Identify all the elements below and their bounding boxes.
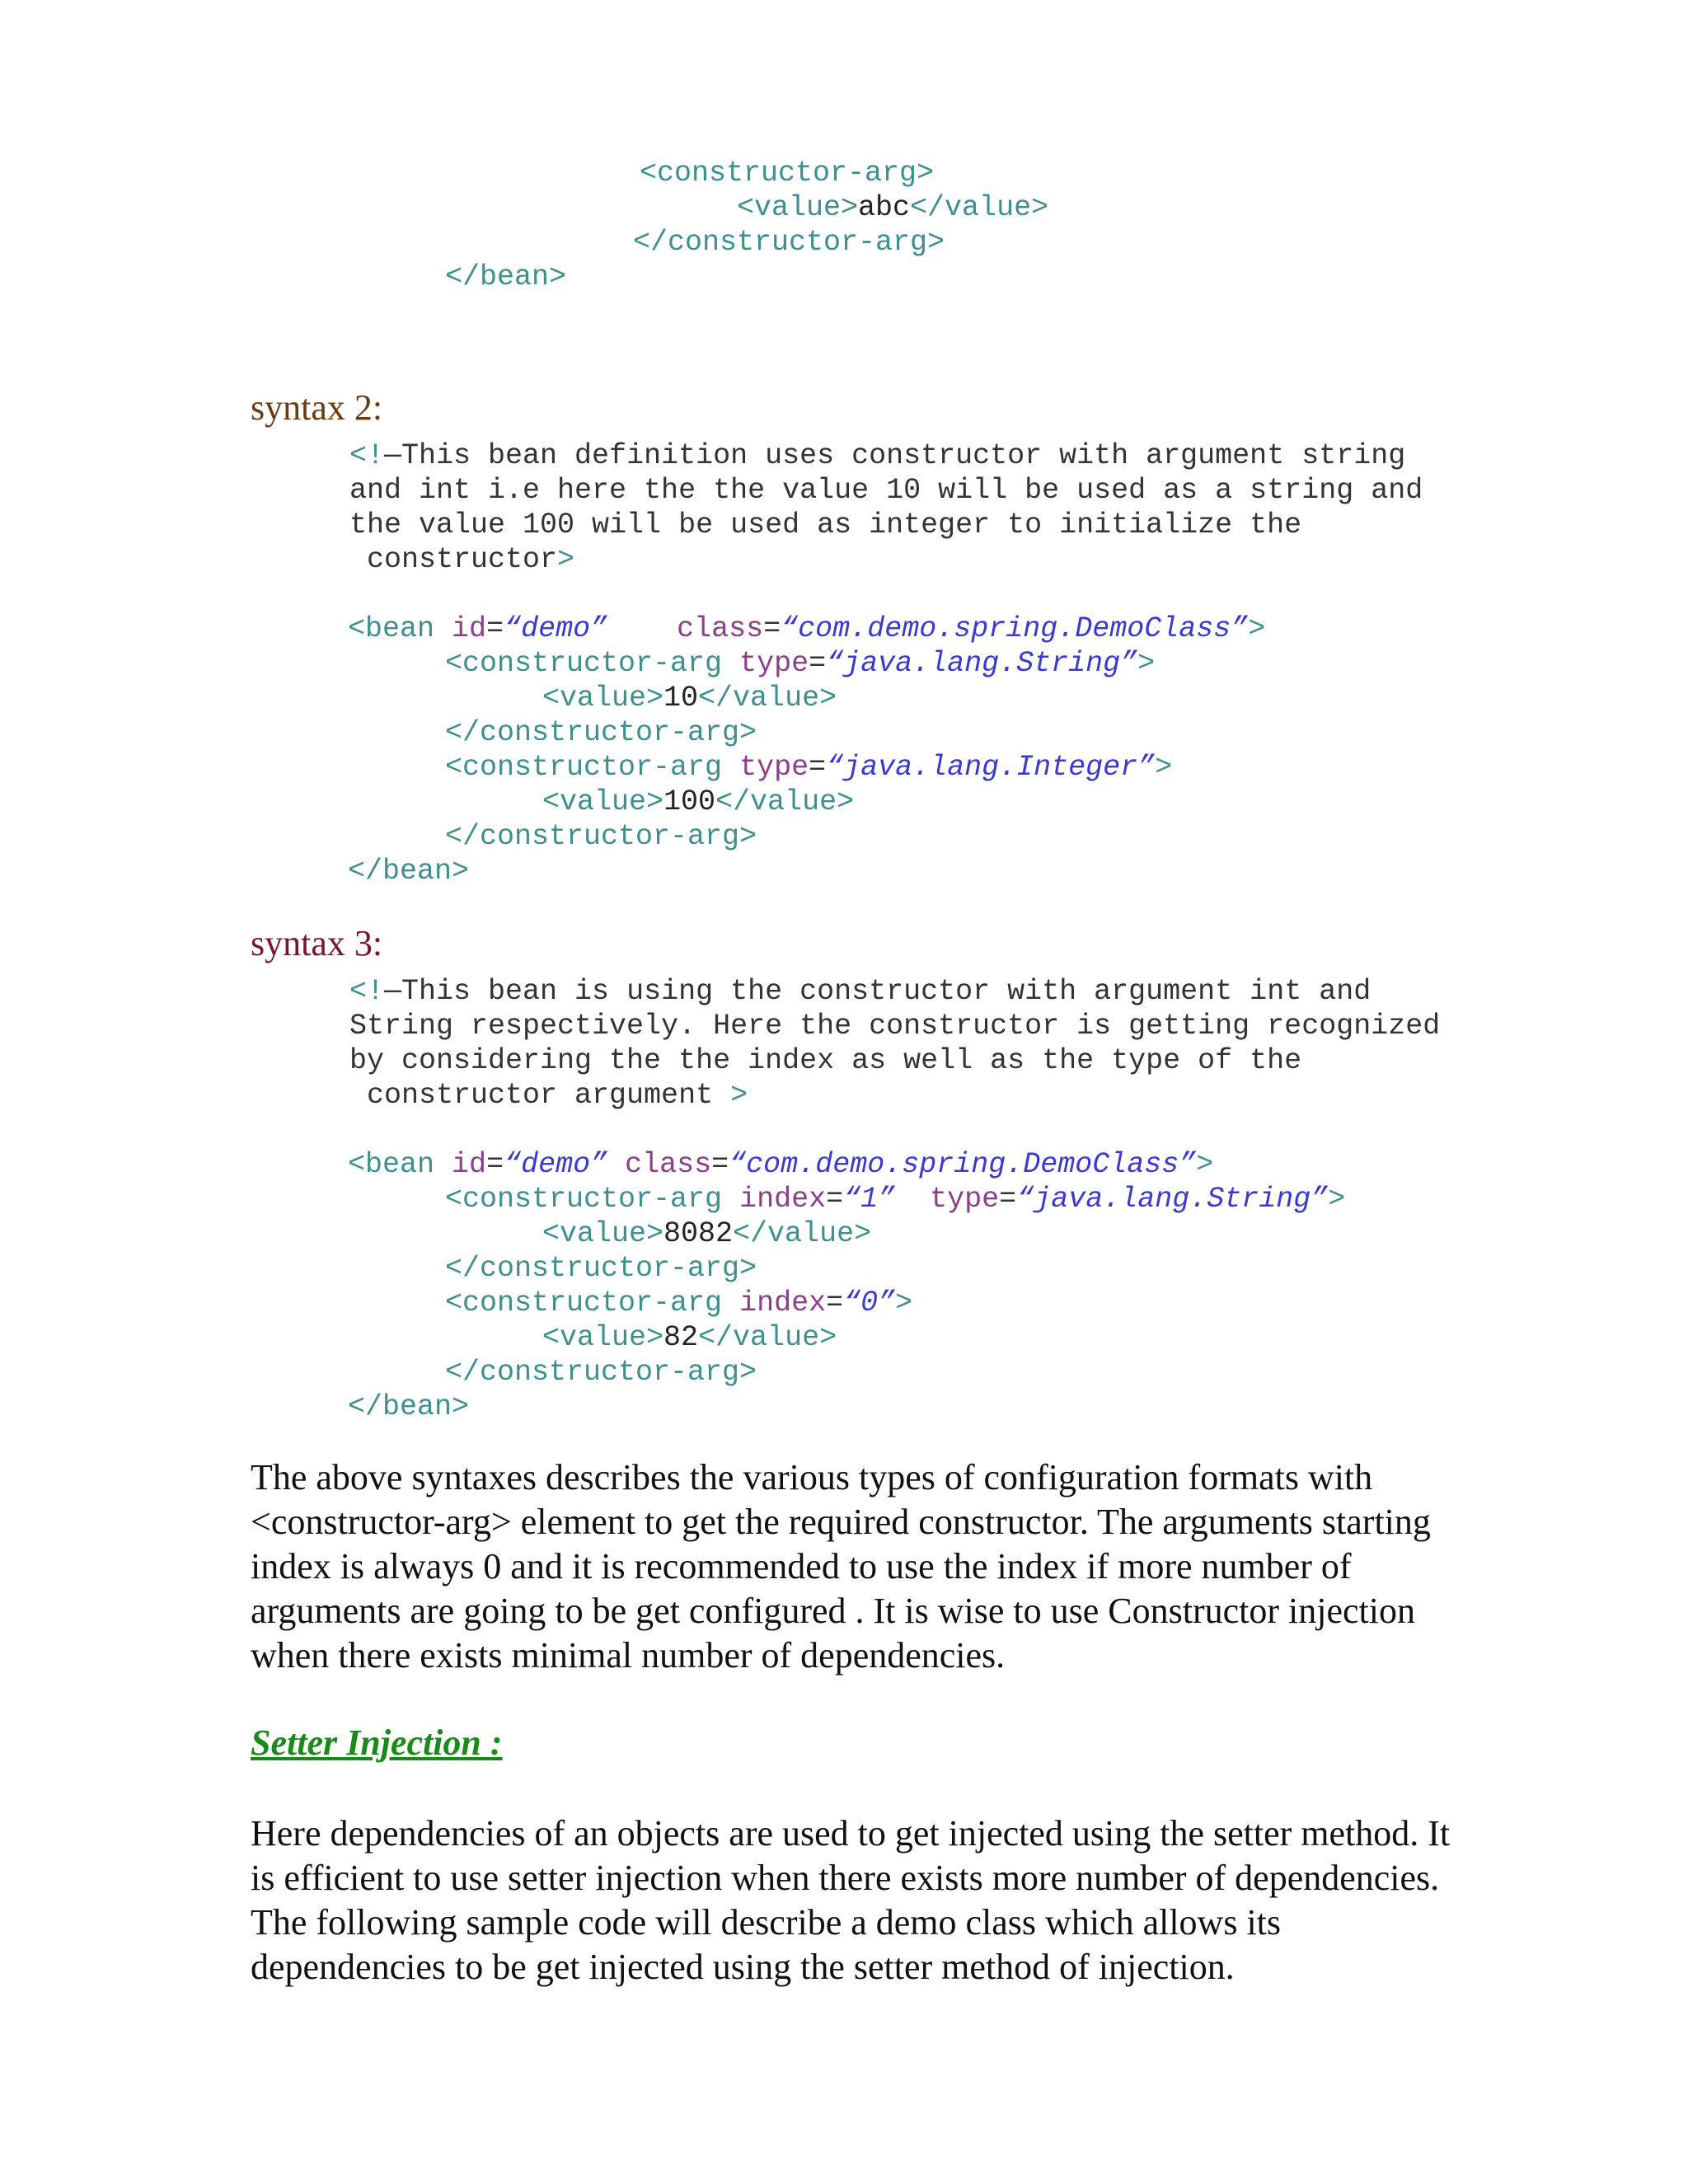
- xml-tag: <constructor-arg>: [640, 157, 935, 190]
- comment-close: >: [730, 1079, 748, 1112]
- paragraph-line: when there exists minimal number of dependencies.: [251, 1635, 1006, 1675]
- code-line: <constructor-arg index=“0”>: [445, 1286, 913, 1319]
- xml-tag: >: [1248, 612, 1266, 645]
- code-line: [542, 1320, 837, 1355]
- xml-tag: </bean>: [348, 1390, 470, 1423]
- xml-value: “0”: [843, 1286, 896, 1319]
- code-line: <bean id=“demo” class=“com.demo.spring.DemoClass”>: [348, 612, 1266, 645]
- code-line: [445, 819, 757, 854]
- xml-text: 8082: [663, 1217, 734, 1250]
- xml-attr: id: [452, 1148, 487, 1181]
- xml-tag: <bean: [348, 1148, 435, 1181]
- code-line: [542, 785, 854, 819]
- xml-attr: type: [739, 647, 809, 680]
- summary-paragraph: [251, 1455, 1545, 1678]
- xml-tag: </value>: [910, 191, 1049, 224]
- paragraph-line: The following sample code will describe a demo class which allows its: [251, 1902, 1282, 1943]
- comment-text: —This bean definition uses constructor with argument string: [384, 439, 1406, 472]
- xml-tag: <constructor-arg: [445, 1183, 723, 1216]
- xml-tag: </value>: [698, 1321, 837, 1354]
- xml-attr: index: [739, 1286, 827, 1319]
- xml-tag: </constructor-arg>: [445, 820, 757, 853]
- xml-tag: >: [1196, 1148, 1214, 1181]
- code-line: [445, 1355, 757, 1390]
- xml-value: “demo”: [504, 1148, 608, 1181]
- xml-attr: type: [930, 1183, 1000, 1216]
- code-line: [348, 854, 469, 888]
- xml-tag: </bean>: [445, 260, 567, 293]
- comment-text: constructor: [349, 543, 558, 576]
- xml-tag: <value>: [737, 191, 859, 224]
- xml-value: “java.lang.String”: [826, 647, 1138, 680]
- code-line: [633, 225, 945, 260]
- xml-value: “com.demo.spring.DemoClass”: [729, 1148, 1197, 1181]
- xml-attr: class: [625, 1148, 712, 1181]
- comment-open: <!: [349, 439, 385, 472]
- setter-paragraph: [251, 1811, 1545, 1990]
- code-line: <bean id=“demo” class=“com.demo.spring.DemoClass”>: [348, 1148, 1214, 1181]
- xml-attr: id: [452, 612, 487, 645]
- code-line: [445, 1251, 757, 1286]
- code-line: [542, 681, 837, 715]
- setter-injection-heading: Setter Injection :: [251, 1722, 503, 1763]
- xml-text: 82: [663, 1321, 699, 1354]
- xml-attr: index: [739, 1183, 827, 1216]
- xml-tag: </value>: [698, 682, 837, 715]
- xml-tag: <value>: [542, 1217, 664, 1250]
- code-line: [445, 260, 566, 294]
- xml-attr: class: [677, 612, 764, 645]
- comment-open: <!: [349, 975, 385, 1008]
- paragraph-line: index is always 0 and it is recommended to use the index if more number of: [251, 1546, 1352, 1586]
- paragraph-line: Here dependencies of an objects are used to get injected using the setter method. It: [251, 1813, 1451, 1854]
- code-line: [445, 715, 757, 750]
- xml-tag: <value>: [542, 682, 664, 715]
- code-line: <constructor-arg type=“java.lang.Integer”>: [445, 751, 1173, 784]
- xml-tag: <value>: [542, 1321, 664, 1354]
- paragraph-line: The above syntaxes describes the various types of configuration formats with: [251, 1457, 1373, 1497]
- xml-tag: </constructor-arg>: [445, 716, 757, 749]
- xml-tag: <constructor-arg: [445, 751, 723, 784]
- comment-text: by considering the the index as well as the type of the: [349, 1044, 1302, 1077]
- code-line: [348, 1390, 469, 1424]
- code-line: [737, 190, 1048, 225]
- xml-text: 10: [663, 682, 699, 715]
- xml-text: abc: [858, 191, 911, 224]
- xml-tag: >: [1155, 751, 1173, 784]
- code-line: <constructor-arg index=“1” type=“java.lang.String”>: [445, 1183, 1346, 1216]
- xml-value: “1”: [843, 1183, 896, 1216]
- comment-text: String respectively. Here the constructor is getting recognized: [349, 1010, 1441, 1043]
- paragraph-line: is efficient to use setter injection when there exists more number of dependencies.: [251, 1858, 1440, 1898]
- xml-value: “java.lang.Integer”: [826, 751, 1156, 784]
- xml-attr: type: [739, 751, 809, 784]
- xml-tag: </bean>: [348, 855, 470, 888]
- syntax3-heading: syntax 3:: [251, 923, 383, 963]
- xml-tag: <constructor-arg: [445, 1286, 723, 1319]
- code-line: <constructor-arg type=“java.lang.String”>: [445, 647, 1156, 680]
- code-comment: [349, 438, 1423, 577]
- comment-text: and int i.e here the the value 10 will be used as a string and: [349, 474, 1423, 507]
- xml-tag: >: [1137, 647, 1156, 680]
- xml-tag: </value>: [715, 785, 855, 818]
- code-line: [542, 1216, 871, 1251]
- xml-text: 100: [663, 785, 716, 818]
- xml-tag: >: [895, 1286, 913, 1319]
- paragraph-line: arguments are going to be get configured . It is wise to use Constructor injection: [251, 1591, 1415, 1631]
- comment-close: >: [557, 543, 575, 576]
- xml-tag: >: [1328, 1183, 1346, 1216]
- xml-tag: <value>: [542, 785, 664, 818]
- paragraph-line: dependencies to be get injected using the setter method of injection.: [251, 1947, 1235, 1987]
- xml-tag: </constructor-arg>: [445, 1356, 757, 1389]
- comment-text: —This bean is using the constructor with argument int and: [384, 975, 1372, 1008]
- syntax2-heading: syntax 2:: [251, 387, 383, 428]
- code-line: [640, 156, 934, 190]
- xml-tag: <bean: [348, 612, 435, 645]
- xml-tag: </constructor-arg>: [633, 226, 945, 259]
- xml-tag: </constructor-arg>: [445, 1252, 757, 1285]
- xml-value: “demo”: [504, 612, 608, 645]
- comment-text: constructor argument: [349, 1079, 731, 1112]
- xml-value: “java.lang.String”: [1016, 1183, 1329, 1216]
- xml-tag: </value>: [733, 1217, 872, 1250]
- xml-value: “com.demo.spring.DemoClass”: [781, 612, 1249, 645]
- xml-tag: <constructor-arg: [445, 647, 723, 680]
- code-comment: [349, 974, 1440, 1113]
- paragraph-line: <constructor-arg> element to get the required constructor. The arguments starting: [251, 1502, 1431, 1542]
- comment-text: the value 100 will be used as integer to initialize the: [349, 509, 1302, 541]
